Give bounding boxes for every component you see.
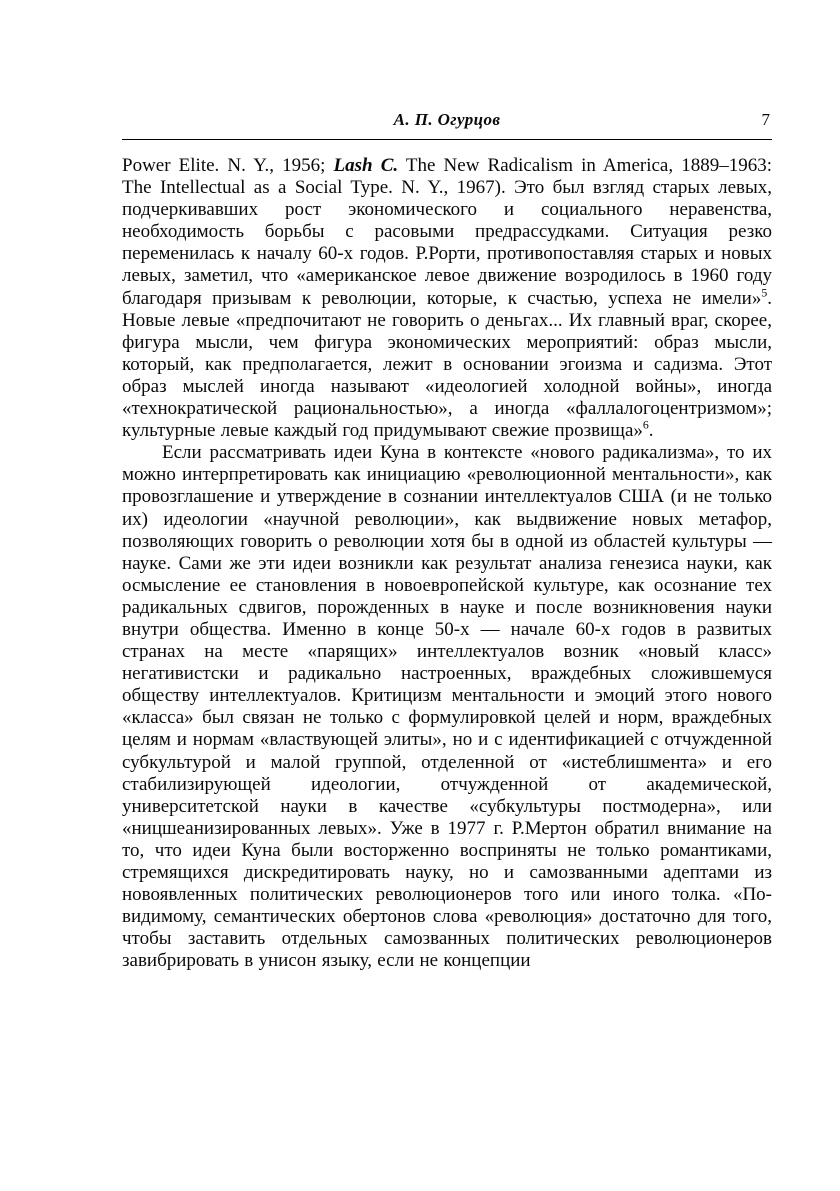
footnote-ref-6: 6 xyxy=(642,418,649,432)
page-body xyxy=(122,155,772,972)
page-header xyxy=(122,110,772,134)
page-number: 7 xyxy=(761,110,770,129)
paragraph-text: . xyxy=(648,420,654,442)
footnote-ref-5: 5 xyxy=(761,286,768,300)
paragraph-text: . Новые левые «предпочитают не говорить о деньгах... Их главный враг, скорее, фигура мысли, чем фигура экономических мероприятий: образ мысли, который, как предполагается, лежит в основании эгоизма и садизма. Этот образ мыслей иногда называют «идеологией холодной войны», иногда «технократической рациональностью», а иногда «фаллалогоцентризмом»; культурные левые каждый год придумывают свежие прозвища» xyxy=(122,287,772,442)
page-content xyxy=(122,110,772,972)
paragraph-1 xyxy=(122,155,772,442)
citation-author: Lash C. xyxy=(333,155,399,176)
citation-text: Power Elite. N. Y., 1956; xyxy=(122,155,334,176)
header-author: А. П. Огурцов xyxy=(393,110,501,129)
paragraph-2: Если рассматривать идеи Куна в контексте «нового радикализма», то их можно интерпретировать как инициацию «революционной ментальности», как провозглашение и утверждение в сознании интеллектуалов США (и не только их) идеологии «научной революции», как выдвижение новых метафор, позволяющих говорить о революции хотя бы в одной из областей культуры — науке. Сами же эти идеи возникли как результат анализа генезиса науки, как осмысление ее становления в новоевропейской культуре, как осознание тех радикальных сдвигов, порожденных в науке и после возникновения науки внутри общества. Именно в конце 50-х — начале 60-х годов в развитых странах на месте «парящих» интеллектуалов возник «новый класс» негативистски и радикально настроенных, враждебных сложившемуся обществу интеллектуалов. Критицизм ментальности и эмоций этого нового «класса» был связан не только с формулировкой целей и норм, враждебных целям и нормам «властвующей элиты», но и с идентификацией с отчужденной субкультурой и малой группой, отделенной от «истеблишмента» и его стабилизирующей идеологии, отчужденной от академической, университетской науки в качестве «субкультуры постмодерна», или «ницшеанизированных левых». Уже в 1977 г. Р.Мертон обратил внимание на то, что идеи Куна были восторженно восприняты не только романтиками, стремящихся дискредитировать науку, но и самозванными адептами из новоявленных политических революционеров того или иного толка. «По-видимому, семантических обертонов слова «революция» достаточно для того, чтобы заставить отдельных самозванных политических революционеров завибрировать в унисон языку, если не концепции xyxy=(122,442,772,972)
header-divider xyxy=(122,139,772,140)
paragraph-text: The New Radicalism in America, 1889–1963: The Intellectual as a Social Type. N. Y., 1967). Это был взгляд старых левых, подчеркивавших рост экономического и социального неравенства, необходимость борьбы с расовыми предрассудками. Ситуация резко переменилась к началу 60-х годов. Р.Рорти, противопоставляя старых и новых левых, заметил, что «американское левое движение возродилось в 1960 году благодаря призывам к революции, которые, к счастью, успеха не имели» xyxy=(122,155,772,309)
